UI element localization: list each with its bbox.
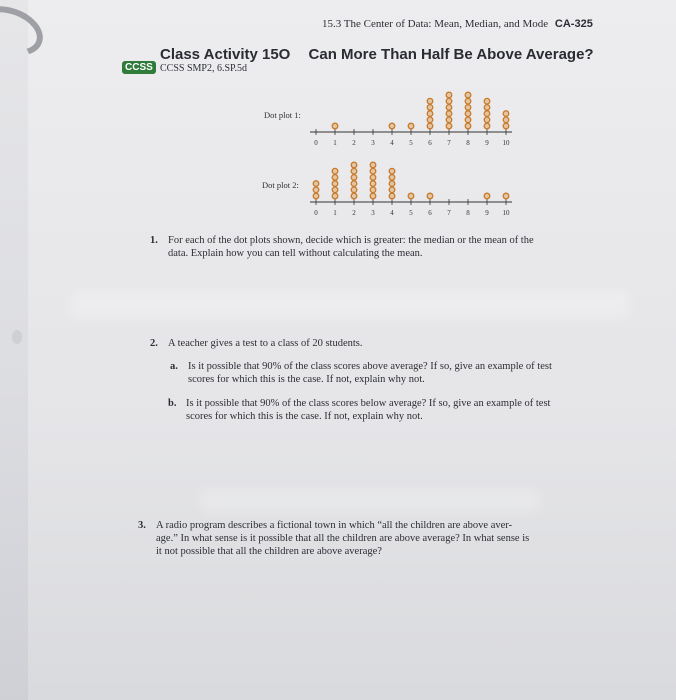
dot-point <box>503 123 509 129</box>
tick-label: 4 <box>390 139 394 147</box>
question-2b <box>168 397 648 423</box>
dot-point <box>389 181 395 187</box>
dot-plot-1-label: Dot plot 1: <box>264 110 301 120</box>
dot-point <box>332 123 338 129</box>
dot-point <box>503 111 509 117</box>
dot-point <box>332 193 338 199</box>
dot-point <box>427 123 433 129</box>
dot-point <box>370 181 376 187</box>
standards-text: CCSS SMP2, 6.SP.5d <box>160 63 247 74</box>
dot-point <box>503 193 509 199</box>
question-2-number: 2. <box>150 338 158 349</box>
tick-label: 1 <box>333 139 337 147</box>
dot-point <box>465 123 471 129</box>
dot-point <box>351 162 357 168</box>
question-2 <box>150 337 650 350</box>
dot-plot-2 <box>300 150 530 230</box>
dot-point <box>503 117 509 123</box>
dot-point <box>351 181 357 187</box>
background-blur <box>70 290 630 318</box>
dot-point <box>408 123 414 129</box>
dot-point <box>427 193 433 199</box>
tick-label: 0 <box>314 209 318 217</box>
question-2a-number: a. <box>170 361 178 372</box>
dot-point <box>446 92 452 98</box>
tick-label: 8 <box>466 139 470 147</box>
background-blur <box>200 490 540 512</box>
dot-point <box>370 187 376 193</box>
dot-point <box>465 98 471 104</box>
question-2b-line-1: Is it possible that 90% of the class scores below average? If so, give an example of test <box>186 398 551 409</box>
dot-point <box>351 187 357 193</box>
dot-point <box>484 98 490 104</box>
dot-point <box>332 175 338 181</box>
dot-point <box>446 111 452 117</box>
question-2b-line-2: scores for which this is the case. If not, explain why not. <box>186 411 423 422</box>
tick-label: 5 <box>409 139 413 147</box>
dot-plot-1 <box>300 80 530 160</box>
dot-point <box>370 175 376 181</box>
question-1-number: 1. <box>150 235 158 246</box>
tick-label: 8 <box>466 209 470 217</box>
tick-label: 2 <box>352 209 356 217</box>
dot-point <box>484 193 490 199</box>
tick-label: 6 <box>428 139 432 147</box>
dot-point <box>427 105 433 111</box>
question-2a-line-2: scores for which this is the case. If not, explain why not. <box>188 374 425 385</box>
dot-point <box>484 117 490 123</box>
tick-label: 5 <box>409 209 413 217</box>
activity-question: Can More Than Half Be Above Average? <box>308 46 594 63</box>
tick-label: 0 <box>314 139 318 147</box>
tick-label: 7 <box>447 139 451 147</box>
tick-label: 10 <box>502 209 510 217</box>
dot-point <box>465 105 471 111</box>
question-1 <box>150 234 650 260</box>
binder-hole <box>12 330 22 344</box>
dot-point <box>427 111 433 117</box>
dot-point <box>351 175 357 181</box>
question-2-text: A teacher gives a test to a class of 20 students. <box>168 338 363 349</box>
dot-point <box>446 123 452 129</box>
tick-label: 7 <box>447 209 451 217</box>
dot-point <box>351 193 357 199</box>
tick-label: 9 <box>485 209 489 217</box>
tick-label: 3 <box>371 139 375 147</box>
dot-point <box>332 187 338 193</box>
question-3-line-1: A radio program describes a fictional town in which “all the children are above aver- <box>156 520 513 531</box>
question-3-number: 3. <box>138 520 146 531</box>
dot-plot-2-label: Dot plot 2: <box>262 180 299 190</box>
dot-point <box>313 193 319 199</box>
dot-point <box>313 181 319 187</box>
dot-point <box>389 187 395 193</box>
tick-label: 3 <box>371 209 375 217</box>
tick-label: 1 <box>333 209 337 217</box>
dot-point <box>370 162 376 168</box>
dot-point <box>370 168 376 174</box>
dot-point <box>389 123 395 129</box>
dot-point <box>313 187 319 193</box>
dot-point <box>370 193 376 199</box>
dot-point <box>484 111 490 117</box>
dot-point <box>351 168 357 174</box>
page-code: CA-325 <box>554 18 593 30</box>
section-title: 15.3 The Center of Data: Mean, Median, and Mode <box>322 18 549 30</box>
dot-point <box>465 117 471 123</box>
dot-point <box>446 117 452 123</box>
question-3-line-2: age.” In what sense is it possible that all the children are above average? In what sense is <box>156 533 530 544</box>
ccss-badge: CCSS <box>122 61 156 74</box>
dot-point <box>484 123 490 129</box>
dot-point <box>446 98 452 104</box>
tick-label: 10 <box>502 139 510 147</box>
dot-point <box>332 168 338 174</box>
dot-point <box>427 117 433 123</box>
question-2a <box>170 360 650 386</box>
tick-label: 9 <box>485 139 489 147</box>
dot-point <box>465 111 471 117</box>
question-1-line-2: data. Explain how you can tell without calculating the mean. <box>168 248 423 259</box>
dot-point <box>427 98 433 104</box>
question-3-line-3: it not possible that all the children are above average? <box>156 546 382 557</box>
activity-title <box>160 46 594 63</box>
dot-point <box>408 193 414 199</box>
dot-point <box>332 181 338 187</box>
page-header <box>322 18 593 30</box>
tick-label: 2 <box>352 139 356 147</box>
dot-point <box>389 193 395 199</box>
dot-point <box>389 175 395 181</box>
tick-label: 6 <box>428 209 432 217</box>
question-3 <box>138 519 658 558</box>
tick-label: 4 <box>390 209 394 217</box>
dot-point <box>389 168 395 174</box>
activity-number: Class Activity 15O <box>160 46 291 63</box>
question-2a-line-1: Is it possible that 90% of the class scores above average? If so, give an example of test <box>188 361 552 372</box>
dot-point <box>446 105 452 111</box>
dot-point <box>484 105 490 111</box>
question-2b-number: b. <box>168 398 177 409</box>
question-1-line-1: For each of the dot plots shown, decide which is greater: the median or the mean of the <box>168 235 534 246</box>
dot-point <box>465 92 471 98</box>
